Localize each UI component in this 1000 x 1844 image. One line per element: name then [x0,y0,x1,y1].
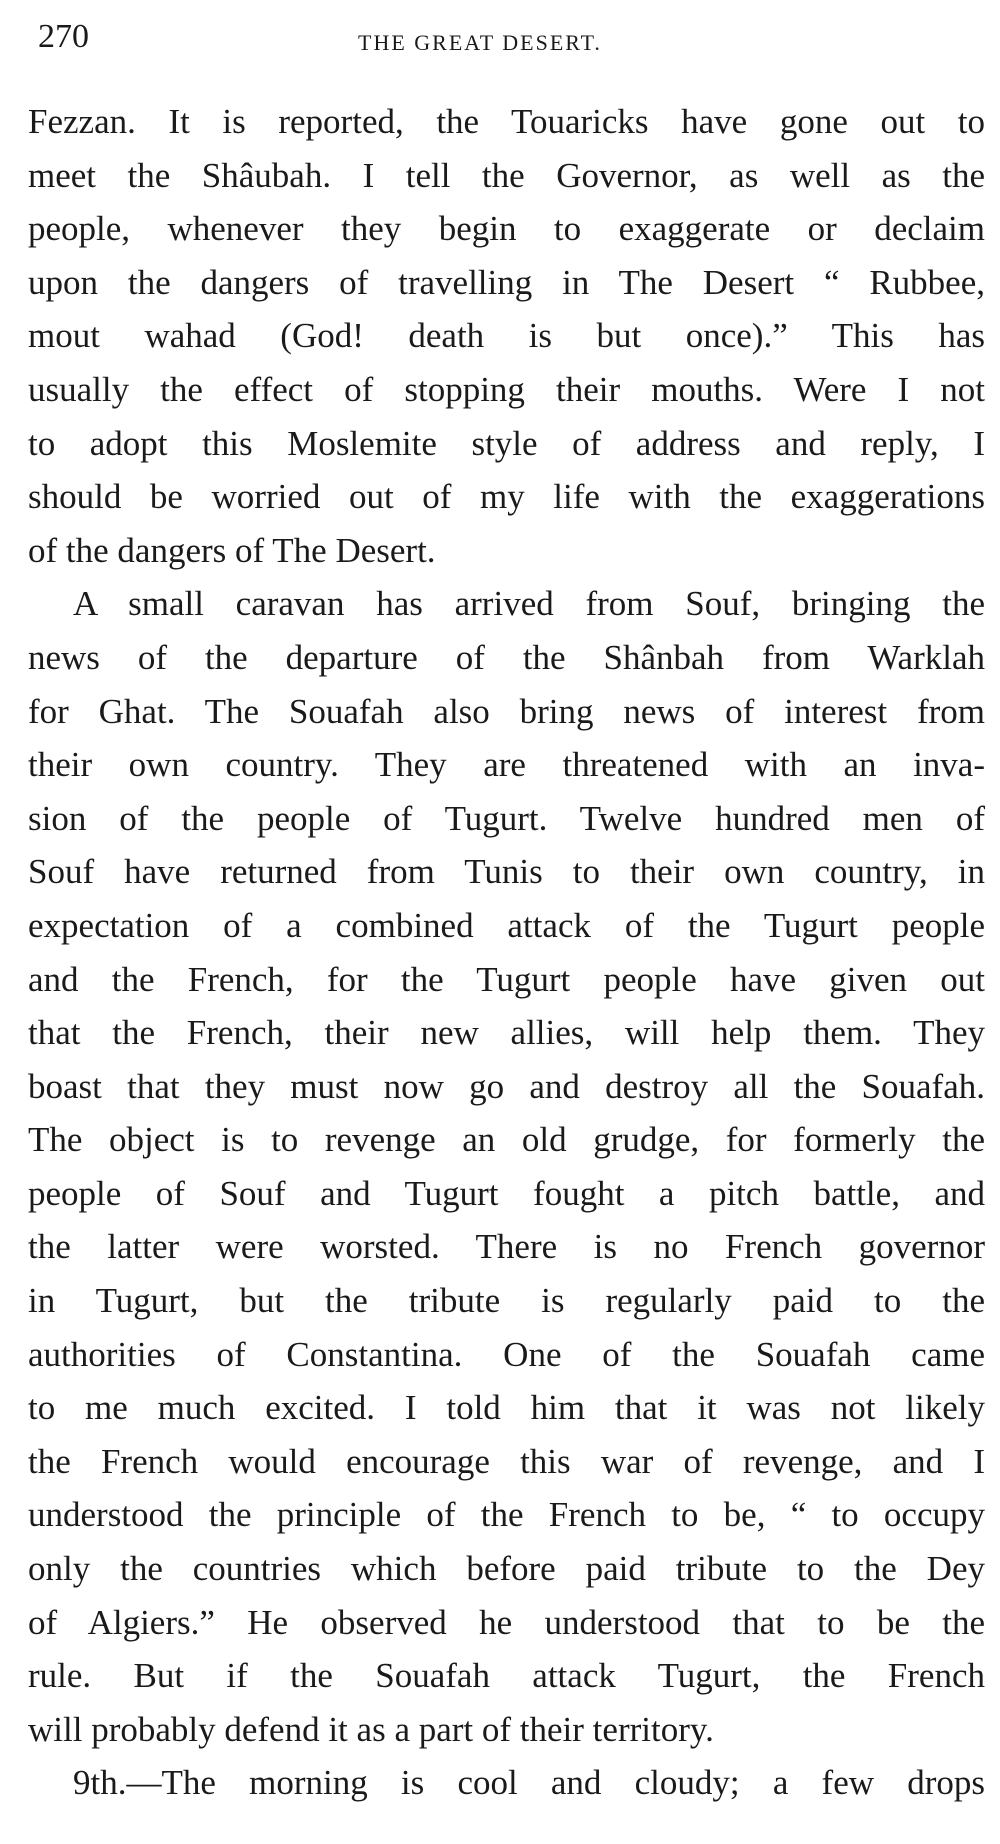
text-line: only the countries which before paid tribute to the Dey [28,1549,985,1589]
running-head: THE GREAT DESERT. [358,30,602,55]
text-line: and the French, for the Tugurt people have given out [28,959,985,999]
text-line: boast that they must now go and destroy all the Souafah. [28,1066,985,1106]
text-line: Fezzan. It is reported, the Touaricks have gone out to [28,102,985,141]
text-line: to me much excited. I told him that it was not likely [28,1388,985,1428]
text-line: rule. But if the Souafah attack Tugurt, the French [28,1656,985,1696]
text-line: A small caravan has arrived from Souf, bringing the [73,584,985,624]
text-line: Souf have returned from Tunis to their own country, in [28,852,985,892]
text-line: that the French, their new allies, will help them. They [28,1013,985,1053]
text-line: expectation of a combined attack of the Tugurt people [28,905,985,945]
text-line: usually the effect of stopping their mouths. Were I not [28,369,985,409]
text-line: news of the departure of the Shânbah from Warklah [28,637,985,677]
text-line: people of Souf and Tugurt fought a pitch battle, and [28,1173,985,1213]
text-line: the latter were worsted. There is no French governor [28,1227,985,1267]
text-line: for Ghat. The Souafah also bring news of interest from [28,691,985,731]
text-line: 9th.—The morning is cool and cloudy; a few drops [73,1763,985,1803]
text-line: to adopt this Moslemite style of address and reply, I [28,423,985,463]
text-line: meet the Shâubah. I tell the Governor, as well as the [28,155,985,195]
text-line: of the dangers of The Desert. [28,530,436,570]
text-line: in Tugurt, but the tribute is regularly paid to the [28,1281,985,1321]
body-text [28,95,985,1810]
text-line: will probably defend it as a part of their territory. [28,1709,714,1749]
text-line: understood the principle of the French to be, “ to occupy [28,1495,985,1535]
text-line: the French would encourage this war of revenge, and I [28,1441,985,1481]
text-line: authorities of Constantina. One of the Souafah came [28,1334,985,1374]
text-line: people, whenever they begin to exaggerate or declaim [28,209,985,249]
text-line: upon the dangers of travelling in The Desert “ Rubbee, [28,262,985,302]
text-line: The object is to revenge an old grudge, for formerly the [28,1120,985,1160]
text-line: sion of the people of Tugurt. Twelve hundred men of [28,798,985,838]
text-line: of Algiers.” He observed he understood that to be the [28,1602,985,1642]
page-number: 270 [38,18,89,55]
text-line: mout wahad (God! death is but once).” This has [28,316,985,356]
text-line: should be worried out of my life with the exaggerations [28,477,985,517]
text-line: their own country. They are threatened with an inva- [28,745,985,785]
page-header [38,18,960,68]
